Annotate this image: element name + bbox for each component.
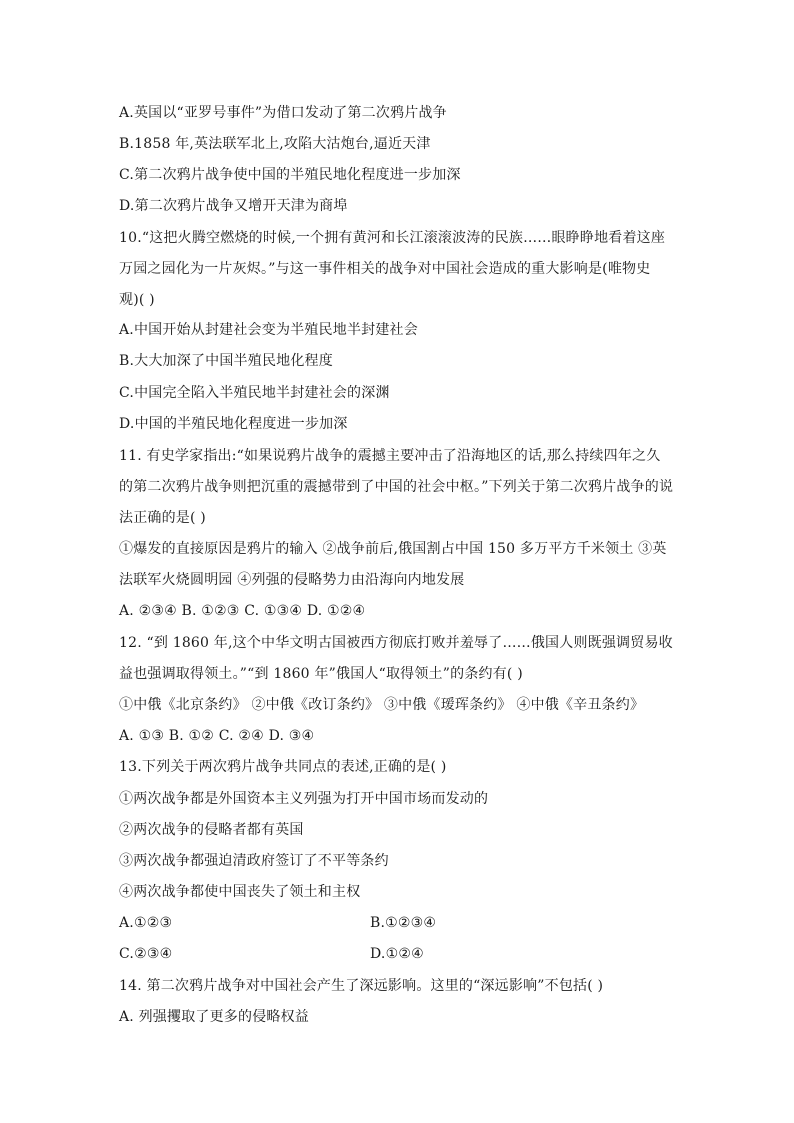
statement-line: ③两次战争都强迫清政府签订了不平等条约 [119, 853, 389, 869]
statement-line: ①中俄《北京条约》 ②中俄《改订条约》 ③中俄《瑷珲条约》 ④中俄《辛丑条约》 [119, 697, 645, 713]
option-d: D.①②④ [370, 946, 424, 962]
question-10-text: 10.“这把火腾空燃烧的时候,一个拥有黄河和长江滚滚波涛的民族……眼睁睁地看着这座 [119, 230, 666, 246]
question-11-text: 法正确的是( ) [119, 510, 206, 526]
option-line: A.英国以“亚罗号事件”为借口发动了第二次鸦片战争 [119, 105, 447, 121]
option-line: D.中国的半殖民地化程度进一步加深 [119, 416, 348, 432]
question-14-text: 14. 第二次鸦片战争对中国社会产生了深远影响。这里的“深远影响”不包括( ) [119, 978, 604, 994]
statement-line: ④两次战争都使中国丧失了领土和主权 [119, 884, 361, 900]
question-10-text: 万园之园化为一片灰烬。”与这一事件相关的战争对中国社会造成的重大影响是(唯物史 [119, 261, 651, 277]
option-line: B.1858 年,英法联军北上,攻陷大沽炮台,逼近天津 [119, 136, 431, 152]
option-line: C.第二次鸦片战争使中国的半殖民地化程度进一步加深 [119, 167, 461, 183]
option-line: D.第二次鸦片战争又增开天津为商埠 [119, 198, 348, 214]
question-11-text: 11. 有史学家指出:“如果说鸦片战争的震撼主要冲击了沿海地区的话,那么持续四年之久 [119, 448, 661, 464]
statement-line: ①爆发的直接原因是鸦片的输入 ②战争前后,俄国割占中国 150 多万平方千米领土 ③英 [119, 541, 667, 557]
option-c: C.②③④ [119, 946, 173, 962]
option-line: A. 列强攫取了更多的侵略权益 [119, 1009, 310, 1025]
option-line: C.中国完全陷入半殖民地半封建社会的深渊 [119, 385, 390, 401]
question-12-text: 益也强调取得领土。”“到 1860 年”俄国人“取得领土”的条约有( ) [119, 666, 523, 682]
option-a: A.①②③ [119, 915, 173, 931]
question-13-text: 13.下列关于两次鸦片战争共同点的表述,正确的是( ) [119, 759, 447, 775]
option-b: B.①②③④ [370, 915, 437, 931]
statement-line: ②两次战争的侵略者都有英国 [119, 822, 304, 838]
question-11-text: 的第二次鸦片战争则把沉重的震撼带到了中国的社会中枢。”下列关于第二次鸦片战争的说 [119, 479, 674, 495]
answer-options: A. ①③ B. ①② C. ②④ D. ③④ [119, 728, 315, 744]
statement-line: ①两次战争都是外国资本主义列强为打开中国市场而发动的 [119, 791, 489, 807]
question-10-text: 观)( ) [119, 292, 155, 308]
option-line: A.中国开始从封建社会变为半殖民地半封建社会 [119, 322, 418, 338]
answer-options: A. ②③④ B. ①②③ C. ①③④ D. ①②④ [119, 603, 366, 619]
question-12-text: 12. “到 1860 年,这个中华文明古国被西方彻底打败并羞辱了……俄国人则既强调贸易收 [119, 635, 673, 651]
statement-line: 法联军火烧圆明园 ④列强的侵略势力由沿海向内地发展 [119, 572, 465, 588]
option-line: B.大大加深了中国半殖民地化程度 [119, 353, 333, 369]
